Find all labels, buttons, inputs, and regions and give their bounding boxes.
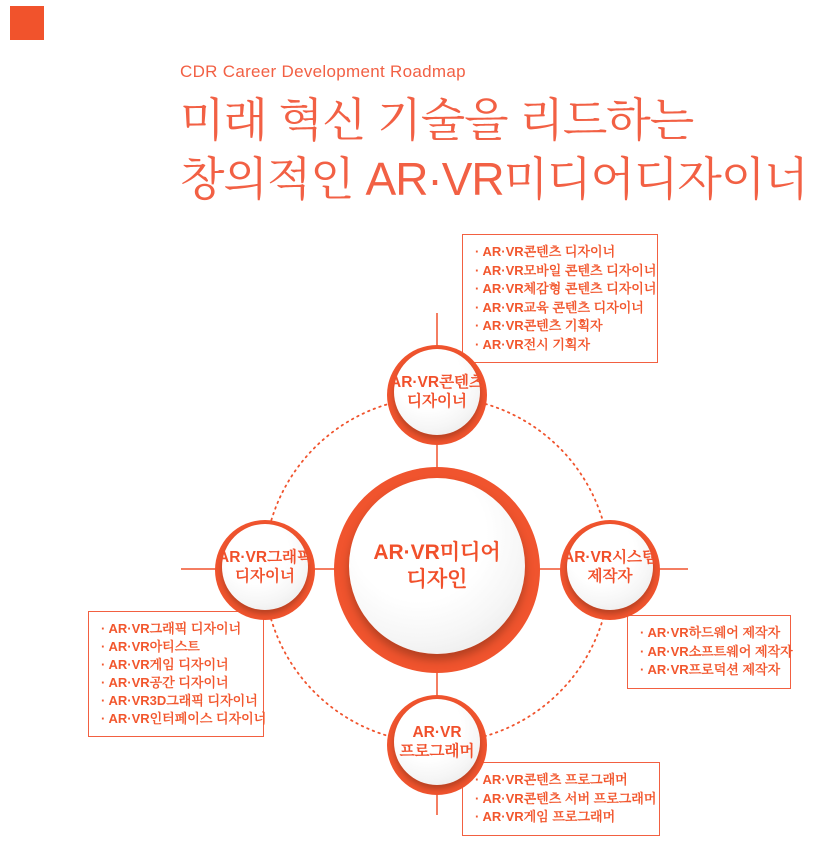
node-system-maker	[560, 520, 660, 620]
node-graphic-designer	[215, 520, 315, 620]
list-item: · AR·VR콘텐츠 디자이너	[475, 244, 616, 259]
list-item: · AR·VR공간 디자이너	[101, 675, 229, 690]
list-item: · AR·VR하드웨어 제작자	[640, 625, 781, 640]
node-label: 제작자	[587, 568, 633, 585]
career-list-left	[88, 611, 267, 737]
node-label: 프로그래머	[399, 743, 475, 760]
page-title-line1: 미래 혁신 기술을 리드하는	[180, 94, 694, 146]
node-programmer-face	[394, 699, 480, 785]
list-item: · AR·VR콘텐츠 프로그래머	[475, 772, 628, 787]
list-item: · AR·VR모바일 콘텐츠 디자이너	[475, 262, 657, 278]
list-item: · AR·VR아티스트	[101, 639, 200, 654]
list-item: · AR·VR체감형 콘텐츠 디자이너	[475, 281, 657, 296]
page-title-line2: 창의적인 AR·VR미디어디자이너	[180, 153, 808, 205]
career-list-left-items	[101, 620, 267, 728]
career-list-right	[627, 615, 791, 689]
center-node-arvr-media-design	[334, 467, 540, 673]
center-node-face	[349, 478, 525, 654]
node-label: AR·VR그래픽	[218, 548, 313, 566]
career-list-bottom-items	[475, 771, 657, 827]
list-item: · AR·VR전시 기획자	[475, 336, 591, 352]
list-item: · AR·VR3D그래픽 디자이너	[101, 693, 258, 708]
list-item: · AR·VR교육 콘텐츠 디자이너	[475, 299, 644, 315]
list-item: · AR·VR게임 디자이너	[101, 657, 229, 672]
node-programmer	[387, 695, 487, 795]
list-item: · AR·VR콘텐츠 기획자	[475, 318, 603, 333]
node-label: AR·VR시스템	[563, 548, 658, 566]
node-contents-designer	[387, 345, 487, 445]
career-list-right-items	[640, 624, 793, 680]
node-contents-designer-face	[390, 349, 485, 435]
node-system-maker-face	[563, 524, 658, 610]
roadmap-eyebrow: CDR Career Development Roadmap	[180, 62, 466, 81]
center-node-label: 디자인	[406, 568, 468, 591]
list-item: · AR·VR그래픽 디자이너	[101, 621, 242, 636]
career-list-top	[462, 234, 658, 363]
career-list-top-items	[475, 243, 657, 354]
node-label: AR·VR콘텐츠	[390, 373, 485, 391]
career-list-bottom	[462, 762, 660, 836]
center-node-label: AR·VR미디어	[373, 541, 501, 564]
node-label: 디자이너	[407, 393, 467, 410]
node-label: 디자이너	[235, 568, 295, 585]
node-label: AR·VR	[412, 723, 462, 741]
list-item: · AR·VR인터페이스 디자이너	[101, 711, 267, 726]
list-item: · AR·VR콘텐츠 서버 프로그래머	[475, 790, 657, 806]
list-item: · AR·VR게임 프로그래머	[475, 809, 616, 824]
node-graphic-designer-face	[218, 524, 313, 610]
list-item: · AR·VR소프트웨어 제작자	[640, 643, 793, 659]
list-item: · AR·VR프로덕션 제작자	[640, 662, 781, 677]
